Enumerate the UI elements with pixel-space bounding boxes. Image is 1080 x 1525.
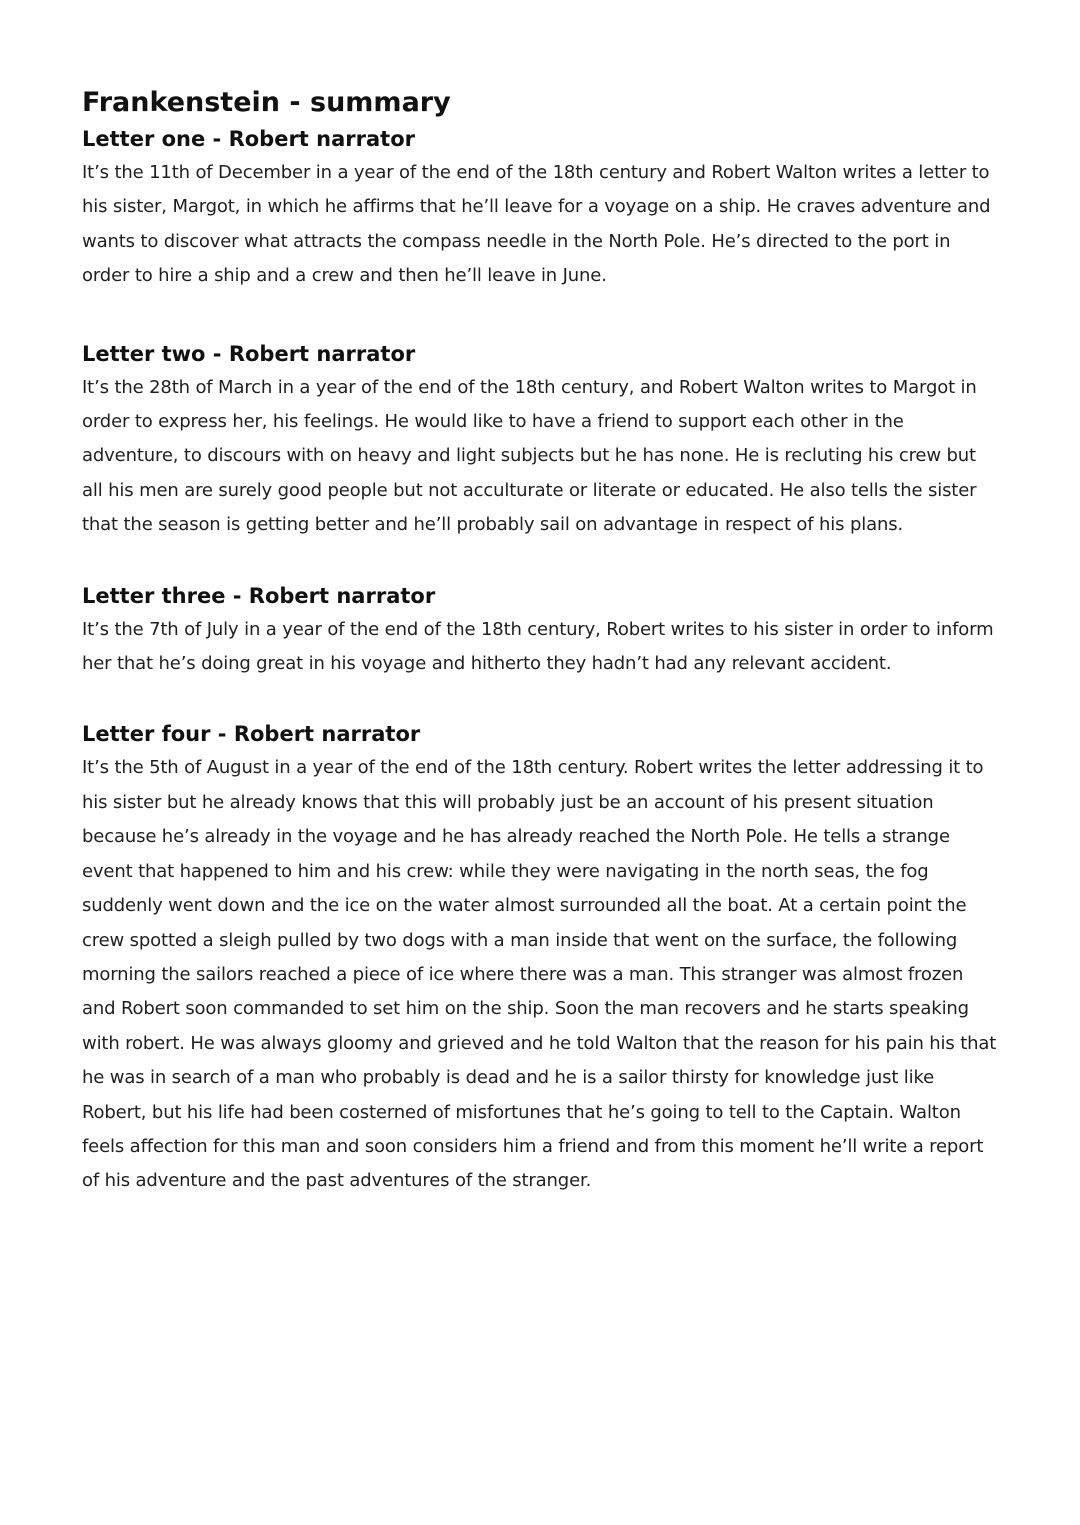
document-page [82, 84, 998, 1199]
section-letter-one [82, 122, 998, 294]
section-heading: Letter two - Robert narrator [82, 341, 416, 366]
section-body: It’s the 7th of July in a year of the end of the 18th century, Robert writes to his sister in order to inform her that he’s doing great in his voyage and hitherto they hadn’t had any relevant accident. [82, 618, 994, 675]
section-body: It’s the 5th of August in a year of the end of the 18th century. Robert writes the letter addressing it to his sister but he already knows that this will probably just be an account of his present situation because he’s already in the voyage and he has already reached the North Pole. He tells a strange event that happened to him and his crew: while they were navigating in the north seas, the fog suddenly went down and the ice on the water almost surrounded all the boat. At a certain point the crew spotted a sleigh pulled by two dogs with a man inside that went on the surface, the following morning the sailors reached a piece of ice where there was a man. This stranger was almost frozen and Robert soon commanded to set him on the ship. Soon the man recovers and he starts speaking with robert. He was always gloomy and grieved and he told Walton that the reason for his pain his that he was in search of a man who probably is dead and he is a sailor thirsty for knowledge just like Robert, but his life had been costerned of misfortunes that he’s going to tell to the Captain. Walton feels affection for this man and soon considers him a friend and from this moment he’ll write a report of his adventure and the past adventures of the stranger. [82, 757, 997, 1192]
section-heading: Letter one - Robert narrator [82, 127, 415, 151]
section-letter-two [82, 337, 998, 543]
section-heading: Letter four - Robert narrator [82, 722, 421, 747]
document-title: Frankenstein - summary [82, 87, 451, 118]
section-letter-four [82, 717, 998, 1198]
section-letter-three [82, 579, 998, 682]
section-body: It’s the 11th of December in a year of the end of the 18th century and Robert Walton writes a letter to his sister, Margot, in which he affirms that he’ll leave for a voyage on a ship. He craves adventure and wants to discover what attracts the compass needle in the North Pole. He’s directed to the port in order to hire a ship and a crew and then he’ll leave in June. [82, 162, 991, 287]
section-heading: Letter three - Robert narrator [82, 583, 436, 608]
section-body: It’s the 28th of March in a year of the end of the 18th century, and Robert Walton writes to Margot in order to express her, his feelings. He would like to have a friend to support each other in the adventure, to discours with on heavy and light subjects but he has none. He is recluting his crew but all his men are surely good people but not acculturate or literate or educated. He also tells the sister that the season is getting better and he’ll probably sail on advantage in respect of his plans. [82, 376, 977, 536]
